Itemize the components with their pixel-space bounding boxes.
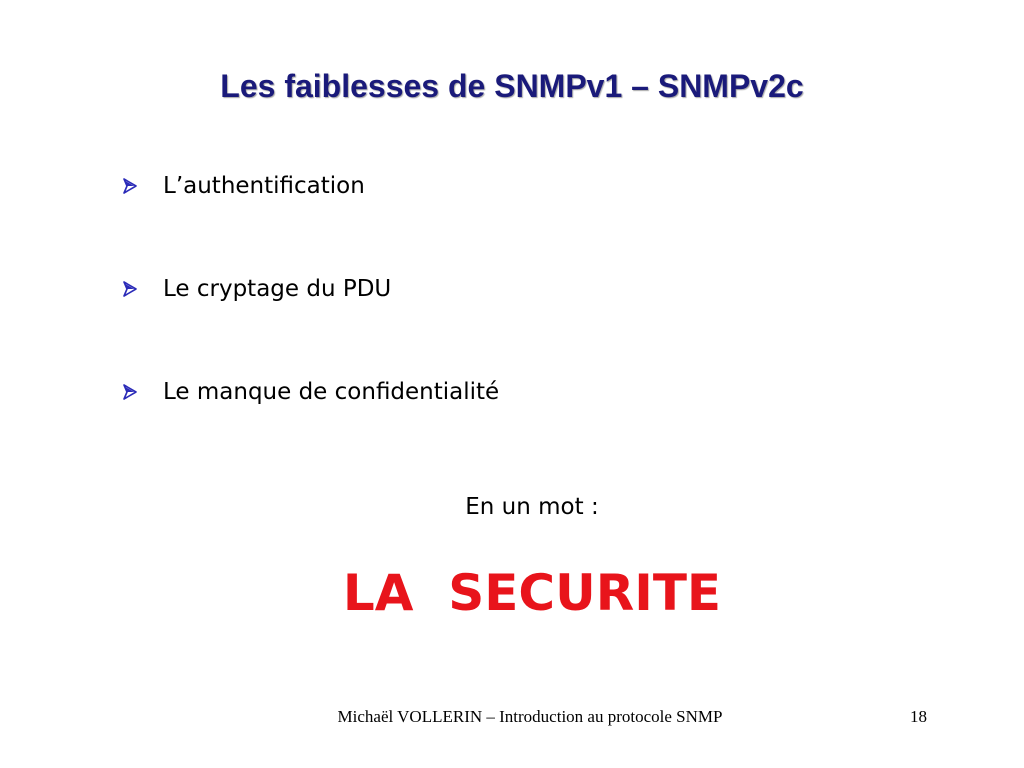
arrow-bullet-icon bbox=[122, 384, 138, 400]
slide-title: Les faiblesses de SNMPv1 – SNMPv2c bbox=[220, 68, 804, 104]
bullet-item bbox=[122, 374, 499, 410]
page-number: 18 bbox=[910, 707, 927, 726]
arrow-bullet-icon bbox=[122, 281, 138, 297]
bullet-text: L’authentification bbox=[163, 173, 365, 199]
emphasis-text: LA SECURITE bbox=[342, 564, 722, 622]
footer-text: Michaël VOLLERIN – Introduction au protocole SNMP bbox=[337, 707, 723, 726]
arrow-bullet-icon bbox=[122, 178, 138, 194]
bullet-item bbox=[122, 271, 499, 307]
bullet-text: Le cryptage du PDU bbox=[163, 276, 392, 302]
bullet-list bbox=[122, 168, 499, 477]
subtitle-text: En un mot : bbox=[465, 494, 599, 520]
bullet-item bbox=[122, 168, 499, 204]
bullet-text: Le manque de confidentialité bbox=[163, 379, 500, 405]
